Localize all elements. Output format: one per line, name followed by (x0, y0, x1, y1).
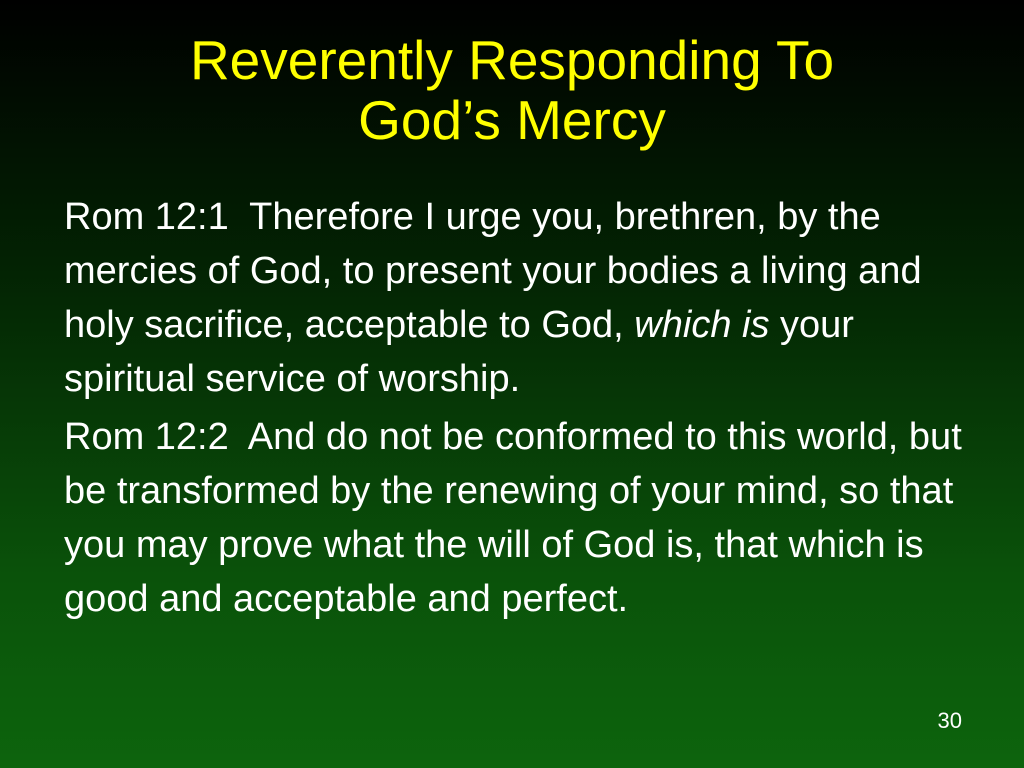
slide-body (64, 190, 984, 630)
slide-title-line-1: Reverently Responding To (189, 29, 835, 91)
slide-title (0, 30, 1024, 150)
verse-rom-12-1-italic: which is (634, 304, 770, 346)
slide-title-line-2: God’s Mercy (358, 89, 666, 151)
verse-rom-12-2 (64, 410, 984, 626)
verse-rom-12-2-text: Rom 12:2 And do not be conformed to this world, but be transformed by the renewing of your mind, so that you may prove what the will of God is, that which is good and acceptable and perfect. (64, 416, 962, 620)
verse-rom-12-1-text: Rom 12:1 Therefore I urge you, brethren, by the mercies of God, to present your bodies a living and holy sacrifice, acceptable to God, (64, 196, 922, 346)
slide-number: 30 (937, 708, 962, 733)
verse-rom-12-1 (64, 190, 984, 406)
verse-rom-12-1-text-after: your spiritual service of worship. (64, 304, 854, 400)
